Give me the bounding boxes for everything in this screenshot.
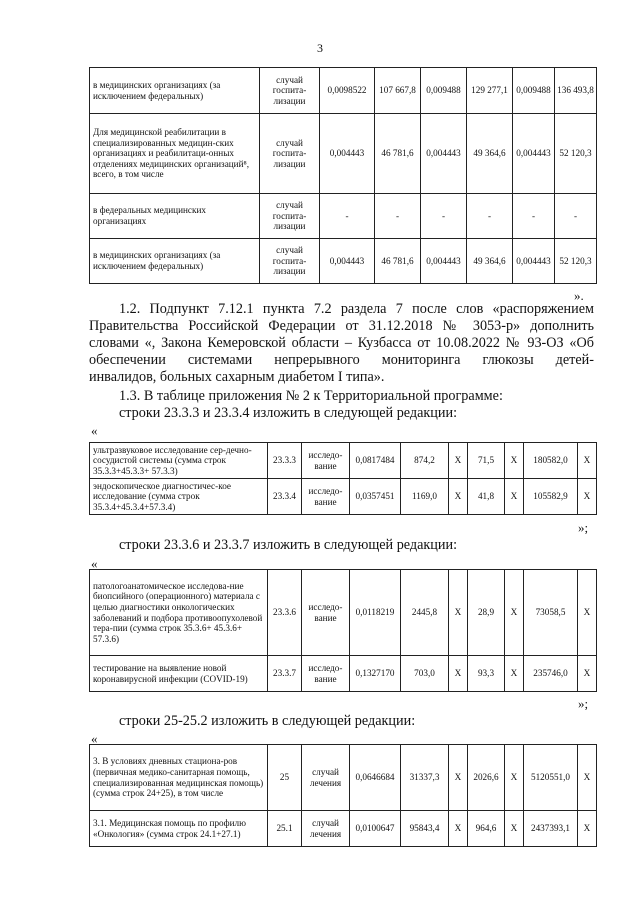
cell-value: 0,0357451 <box>350 479 401 515</box>
cell-value: 31337,3 <box>401 745 449 811</box>
row-description: 3.1. Медицинская помощь по профилю «Онкология» (сумма строк 24.1+27.1) <box>90 811 268 847</box>
cell-value: 0,009488 <box>421 68 467 114</box>
cell-value: - <box>375 194 421 239</box>
cell-value: 41,8 <box>468 479 505 515</box>
cell-value: 49 364,6 <box>467 114 513 194</box>
opening-quote-mark: « <box>91 423 98 438</box>
cell-x: X <box>578 811 597 847</box>
cell-value: 93,3 <box>468 656 505 692</box>
opening-quote-mark: « <box>91 731 98 746</box>
cell-value: 964,6 <box>468 811 505 847</box>
cell-value: 0,0100647 <box>350 811 401 847</box>
row-description: эндоскопическое диагностичес-кое исследование (сумма строк 35.3.4+45.3.4+57.3.4) <box>90 479 268 515</box>
cell-x: X <box>505 811 524 847</box>
table-row <box>90 811 597 847</box>
cell-value: 0,004443 <box>320 239 375 284</box>
cell-value: 1169,0 <box>401 479 449 515</box>
cell-value: 46 781,6 <box>375 114 421 194</box>
row-unit: исследо-вание <box>302 570 350 656</box>
cell-value: 235746,0 <box>524 656 578 692</box>
cell-value: - <box>555 194 597 239</box>
row-code: 23.3.3 <box>268 443 302 479</box>
cell-value: - <box>320 194 375 239</box>
cell-value: 129 277,1 <box>467 68 513 114</box>
cell-value: 0,0098522 <box>320 68 375 114</box>
cell-value: 0,004443 <box>513 239 555 284</box>
cell-x: X <box>449 745 468 811</box>
paragraph-1-2-line1: 1.2. Подпункт 7.12.1 пункта 7.2 раздела 7 после слов «распоряжением <box>119 301 594 317</box>
row-unit: случай госпита-лизации <box>260 194 320 239</box>
row-unit: случай лечения <box>302 811 350 847</box>
row-unit: случай госпита-лизации <box>260 68 320 114</box>
cell-x: X <box>505 479 524 515</box>
row-code: 23.3.4 <box>268 479 302 515</box>
closing-quote-mark: »; <box>578 696 589 711</box>
table-hospitalization <box>89 67 597 284</box>
cell-value: 0,004443 <box>421 239 467 284</box>
cell-value: 52 120,3 <box>555 239 597 284</box>
cell-value: 2026,6 <box>468 745 505 811</box>
row-unit: случай лечения <box>302 745 350 811</box>
table-row <box>90 68 597 114</box>
row-description: в медицинских организациях (за исключением федеральных) <box>90 68 260 114</box>
cell-value: - <box>421 194 467 239</box>
table-row <box>90 114 597 194</box>
cell-value: 5120551,0 <box>524 745 578 811</box>
table-rows-25 <box>89 744 597 847</box>
cell-value: 0,1327170 <box>350 656 401 692</box>
cell-value: 105582,9 <box>524 479 578 515</box>
cell-value: 0,0817484 <box>350 443 401 479</box>
closing-quote-mark: »; <box>578 520 589 535</box>
cell-value: 52 120,3 <box>555 114 597 194</box>
table-row <box>90 443 597 479</box>
paragraph-1-2-line2: Правительства Российской Федерации от 31.12.2018 № 3053-р» дополнить <box>89 318 594 334</box>
table-rows-23-3-3 <box>89 442 597 515</box>
row-code: 23.3.6 <box>268 570 302 656</box>
row-description: в федеральных медицинских организациях <box>90 194 260 239</box>
cell-x: X <box>578 443 597 479</box>
cell-value: 136 493,8 <box>555 68 597 114</box>
paragraph-1-3: 1.3. В таблице приложения № 2 к Территориальной программе: <box>119 388 503 404</box>
cell-value: 2437393,1 <box>524 811 578 847</box>
cell-value: 0,009488 <box>513 68 555 114</box>
table-row <box>90 479 597 515</box>
cell-value: 180582,0 <box>524 443 578 479</box>
cell-value: 703,0 <box>401 656 449 692</box>
cell-x: X <box>578 745 597 811</box>
row-description: в медицинских организациях (за исключением федеральных) <box>90 239 260 284</box>
cell-value: 73058,5 <box>524 570 578 656</box>
cell-x: X <box>505 656 524 692</box>
paragraph-1-2-line4: обеспечении системами непрерывного мониторинга глюкозы детей- <box>89 352 594 368</box>
table-row <box>90 570 597 656</box>
cell-value: 0,004443 <box>513 114 555 194</box>
cell-x: X <box>578 479 597 515</box>
cell-x: X <box>505 443 524 479</box>
cell-x: X <box>449 570 468 656</box>
cell-value: 0,0646684 <box>350 745 401 811</box>
cell-x: X <box>578 656 597 692</box>
cell-x: X <box>449 656 468 692</box>
closing-quote-mark: ». <box>574 288 584 303</box>
opening-quote-mark: « <box>91 556 98 571</box>
table-row <box>90 239 597 284</box>
cell-x: X <box>505 745 524 811</box>
row-unit: случай госпита-лизации <box>260 114 320 194</box>
cell-value: 71,5 <box>468 443 505 479</box>
cell-value: 874,2 <box>401 443 449 479</box>
cell-x: X <box>505 570 524 656</box>
row-unit: исследо-вание <box>302 443 350 479</box>
table-row <box>90 194 597 239</box>
cell-x: X <box>449 443 468 479</box>
table-rows-23-3-6 <box>89 569 597 692</box>
cell-value: 95843,4 <box>401 811 449 847</box>
cell-x: X <box>449 811 468 847</box>
cell-x: X <box>578 570 597 656</box>
cell-value: - <box>467 194 513 239</box>
cell-value: 0,004443 <box>421 114 467 194</box>
row-description: 3. В условиях дневных стациона-ров (первичная медико-санитарная помощь, специализированная медицинская помощь) (сумма строк 24+25), в том числе <box>90 745 268 811</box>
cell-x: X <box>449 479 468 515</box>
cell-value: 49 364,6 <box>467 239 513 284</box>
row-description: Для медицинской реабилитации в специализированных медицин-ских организациях и реабилитаци-онных отделениях медицинских организаций⁸, всего, в том числе <box>90 114 260 194</box>
table-row <box>90 656 597 692</box>
cell-value: 0,004443 <box>320 114 375 194</box>
row-code: 25 <box>268 745 302 811</box>
page-number: 3 <box>317 41 323 55</box>
row-description: патологоанатомическое исследова-ние биопсийного (операционного) материала с целью диагностики онкологических заболеваний и подбора противоопухолевой тера-пии (сумма строк 35.3.6+ 45.3.6+ 57.3.6) <box>90 570 268 656</box>
row-description: ультразвуковое исследование сер-дечно-сосудистой системы (сумма строк 35.3.3+45.3.3+ 57.3.3) <box>90 443 268 479</box>
table-row <box>90 745 597 811</box>
paragraph-1-2-line3: словами «, Закона Кемеровской области – Кузбасса от 10.08.2022 № 93-ОЗ «Об <box>89 335 594 351</box>
row-unit: исследо-вание <box>302 479 350 515</box>
cell-value: 107 667,8 <box>375 68 421 114</box>
cell-value: 2445,8 <box>401 570 449 656</box>
cell-value: 0,0118219 <box>350 570 401 656</box>
row-description: тестирование на выявление новой коронавирусной инфекции (COVID-19) <box>90 656 268 692</box>
paragraph-1-2-line5: инвалидов, больных сахарным диабетом I типа». <box>89 369 385 385</box>
row-code: 25.1 <box>268 811 302 847</box>
row-code: 23.3.7 <box>268 656 302 692</box>
cell-value: - <box>513 194 555 239</box>
instruction-rows-23-3-3: строки 23.3.3 и 23.3.4 изложить в следующей редакции: <box>119 405 458 421</box>
instruction-rows-25: строки 25-25.2 изложить в следующей редакции: <box>119 713 416 729</box>
cell-value: 46 781,6 <box>375 239 421 284</box>
row-unit: случай госпита-лизации <box>260 239 320 284</box>
instruction-rows-23-3-6: строки 23.3.6 и 23.3.7 изложить в следующей редакции: <box>119 537 458 553</box>
cell-value: 28,9 <box>468 570 505 656</box>
row-unit: исследо-вание <box>302 656 350 692</box>
